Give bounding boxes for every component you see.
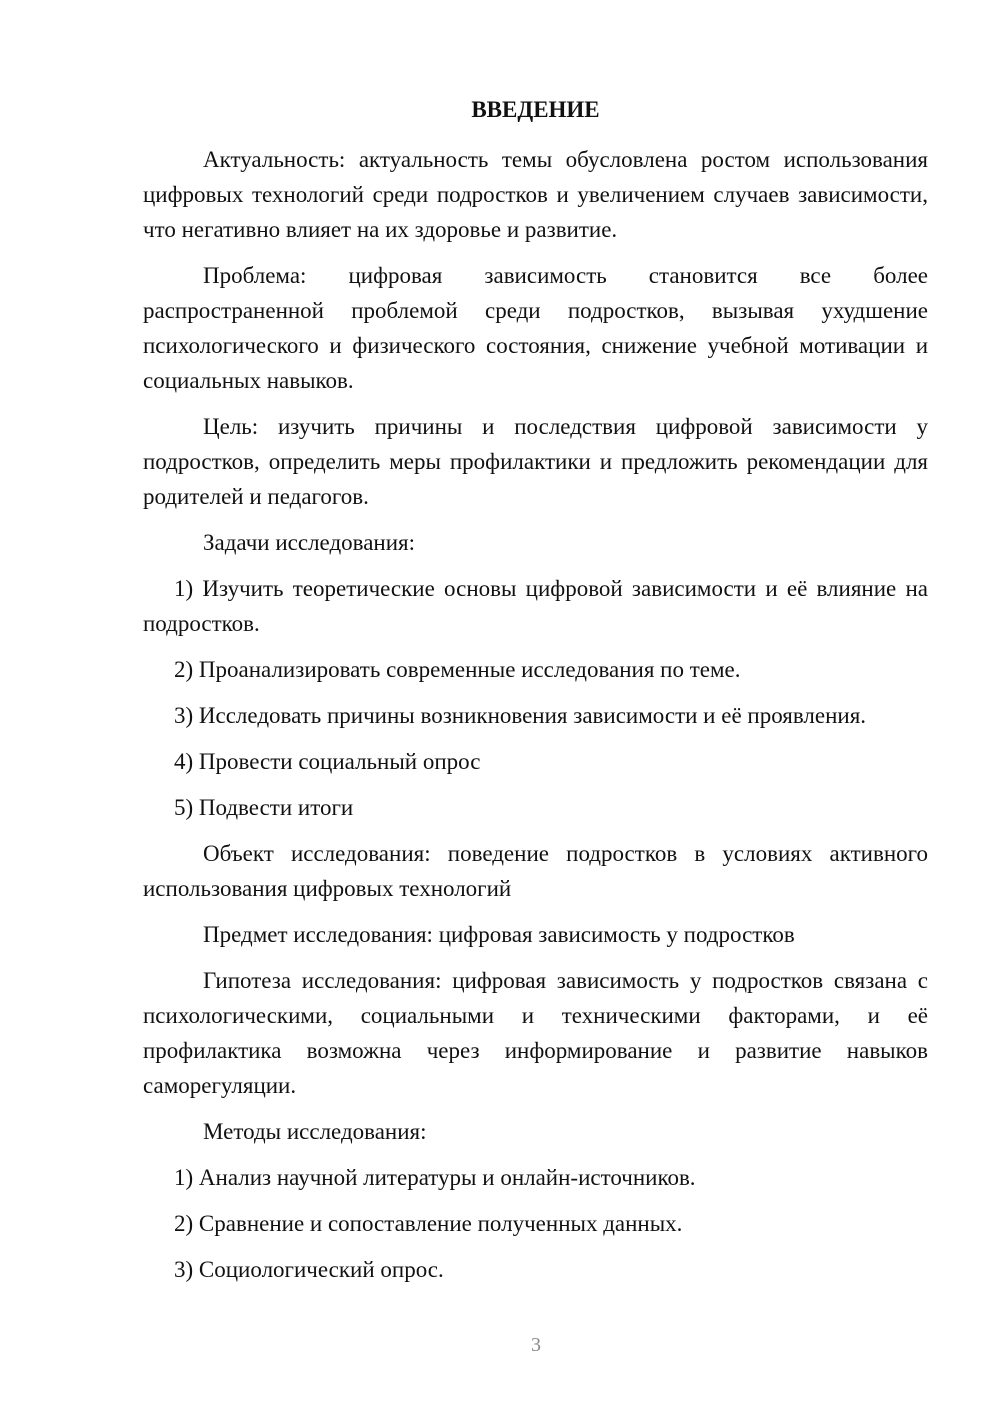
methods-heading: Методы исследования:	[203, 1119, 427, 1144]
task-item-3: 3) Исследовать причины возникновения зависимости и её проявления.	[174, 703, 867, 728]
document-page	[143, 94, 928, 1298]
method-item-2: 2) Сравнение и сопоставление полученных данных.	[174, 1211, 683, 1236]
task-item-4: 4) Провести социальный опрос	[174, 749, 481, 774]
task-item-1: 1) Изучить теоретические основы цифровой зависимости и её влияние на подростков.	[143, 576, 928, 636]
tasks-heading: Задачи исследования:	[203, 530, 416, 555]
method-item-3: 3) Социологический опрос.	[174, 1257, 444, 1282]
paragraph-hypothesis: Гипотеза исследования: цифровая зависимость у подростков связана с психологическими, социальными и техническими факторами, и её профилактика возможна через информирование и развитие навыков саморегуляции.	[143, 968, 928, 1098]
method-item-1: 1) Анализ научной литературы и онлайн-источников.	[174, 1165, 696, 1190]
paragraph-problem: Проблема: цифровая зависимость становится все более распространенной проблемой среди подростков, вызывая ухудшение психологического и физического состояния, снижение учебной мотивации и социальных навыков.	[143, 263, 928, 393]
paragraph-goal: Цель: изучить причины и последствия цифровой зависимости у подростков, определить меры профилактики и предложить рекомендации для родителей и педагогов.	[143, 414, 928, 509]
paragraph-object: Объект исследования: поведение подростков в условиях активного использования цифровых технологий	[143, 841, 928, 901]
task-item-5: 5) Подвести итоги	[174, 795, 354, 820]
page-title: ВВЕДЕНИЕ	[471, 97, 600, 122]
paragraph-subject: Предмет исследования: цифровая зависимость у подростков	[203, 922, 795, 947]
task-item-2: 2) Проанализировать современные исследования по теме.	[174, 657, 741, 682]
paragraph-relevance: Актуальность: актуальность темы обусловлена ростом использования цифровых технологий среди подростков и увеличением случаев зависимости, что негативно влияет на их здоровье и развитие.	[143, 147, 928, 242]
page-number: 3	[531, 1334, 541, 1356]
